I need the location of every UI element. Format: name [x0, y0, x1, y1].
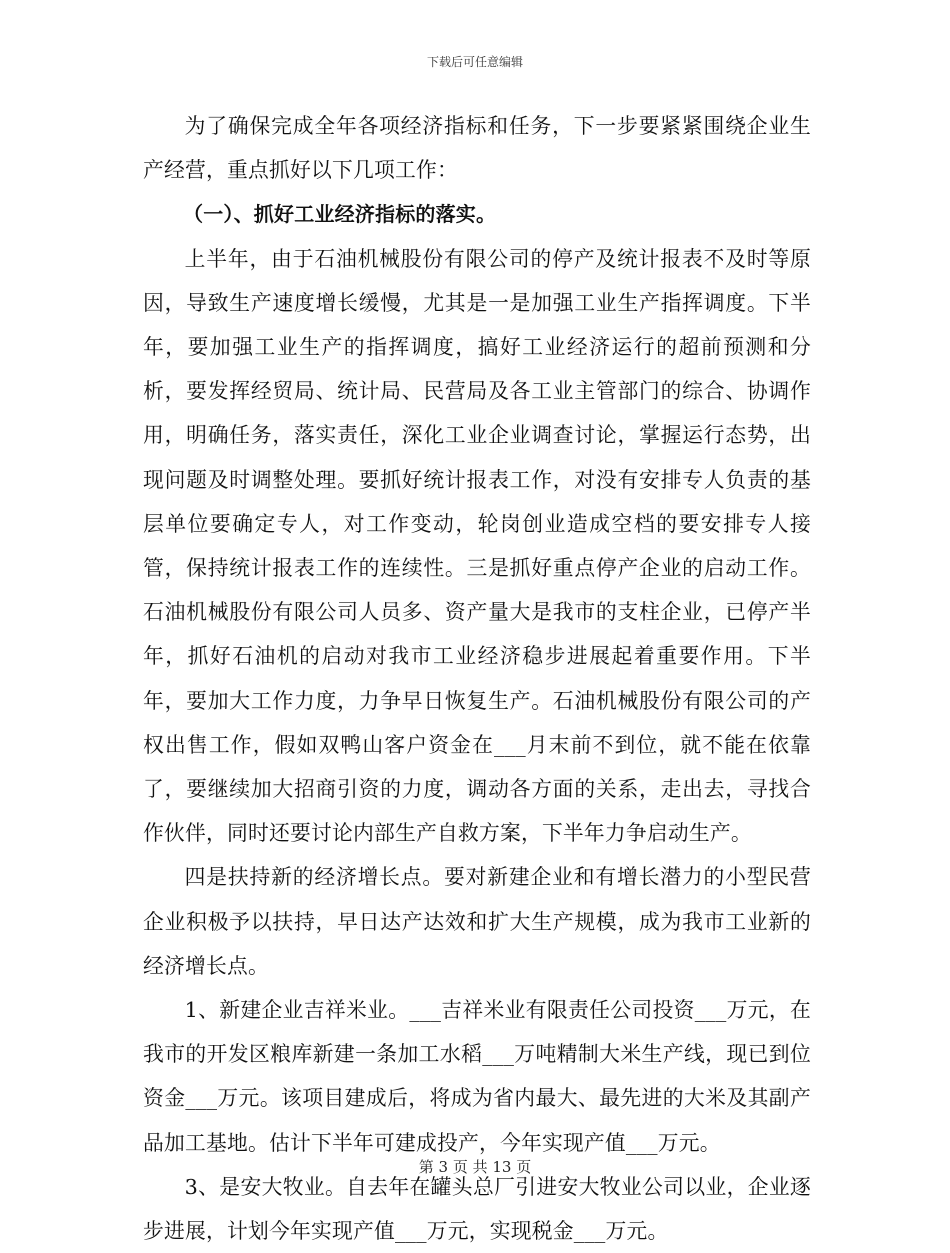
section-heading: （一）、抓好工业经济指标的落实。 [183, 202, 497, 227]
header-note: 下载后可任意编辑 [426, 55, 523, 69]
page-number: 第 3 页 共 13 页 [418, 1158, 532, 1176]
body-paragraph: 四是扶持新的经济增长点。要对新建企业和有增长潜力的小型民营企业积极予以扶持，早日达产达效和扩大生产规模，成为我市工业新的经济增长点。 [143, 865, 811, 978]
document-body [143, 104, 811, 1253]
body-paragraph: 3、是安大牧业。自去年在罐头总厂引进安大牧业公司以业，企业逐步进展，计划今年实现产值___万元，实现税金___万元。 [143, 1174, 811, 1244]
intro-paragraph: 为了确保完成全年各项经济指标和任务，下一步要紧紧围绕企业生产经营，重点抓好以下几项工作： [143, 114, 811, 183]
body-paragraph: 1、新建企业吉祥米业。___吉祥米业有限责任公司投资___万元，在我市的开发区粮库新建一条加工水稻___万吨精制大米生产线，现已到位资金___万元。该项目建成后，将成为省内最大、最先进的大米及其副产品加工基地。估计下半年可建成投产，今年实现产值___万元。 [143, 998, 811, 1155]
body-paragraph: 上半年，由于石油机械股份有限公司的停产及统计报表不及时等原因，导致生产速度增长缓慢，尤其是一是加强工业生产指挥调度。下半年，要加强工业生产的指挥调度，搞好工业经济运行的超前预测和分析，要发挥经贸局、统计局、民营局及各工业主管部门的综合、协调作用，明确任务，落实责任，深化工业企业调查讨论，掌握运行态势，出现问题及时调整处理。要抓好统计报表工作，对没有安排专人负责的基层单位要确定专人，对工作变动，轮岗创业造成空档的要安排专人接管，保持统计报表工作的连续性。三是抓好重点停产企业的启动工作。石油机械股份有限公司人员多、资产量大是我市的支柱企业，已停产半年，抓好石油机的启动对我市工业经济稳步进展起着重要作用。下半年，要加大工作力度，力争早日恢复生产。石油机械股份有限公司的产权出售工作，假如双鸭山客户资金在___月末前不到位，就不能在依靠了，要继续加大招商引资的力度，调动各方面的关系，走出去，寻找合作伙伴，同时还要讨论内部生产自救方案，下半年力争启动生产。 [143, 246, 811, 846]
